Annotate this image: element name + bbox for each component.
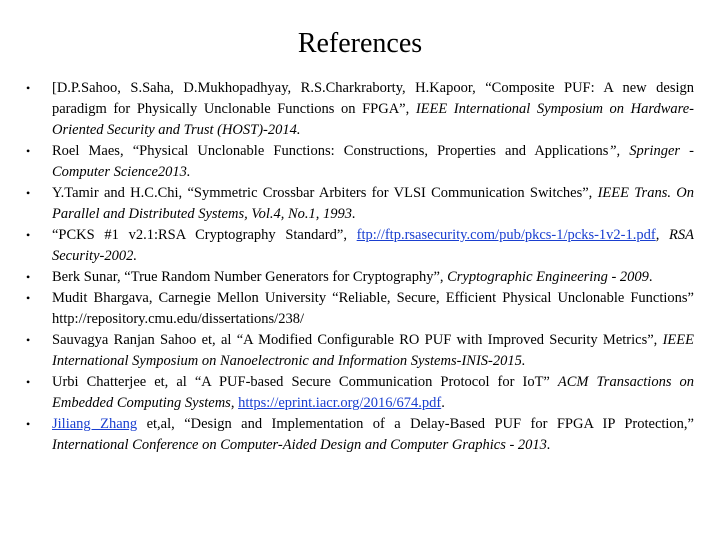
reference-text: “PCKS #1 v2.1:RSA Cryptography Standard”, (52, 227, 357, 243)
reference-venue: Cryptographic Engineering - 2009 (447, 269, 649, 285)
reference-venue: IEEE Trans. On Parallel and Distributed Systems, Vol.4, No.1, 1993 (52, 185, 694, 222)
reference-venue: IEEE International Symposium on Nanoelectronic and Information Systems-INIS-2015 (52, 332, 694, 369)
reference-link[interactable]: ftp://ftp.rsasecurity.com/pub/pkcs-1/pcks-1v2-1.pdf (356, 227, 656, 243)
bullet-icon: • (26, 270, 31, 284)
reference-venue: International Conference on Computer-Aided Design and Computer Graphics - 2013 (52, 437, 547, 453)
reference-text: Berk Sunar, “True Random Number Generators for Cryptography”, (52, 269, 448, 285)
bullet-icon: • (26, 333, 31, 347)
reference-text: Y.Tamir and H.C.Chi, “Symmetric Crossbar Arbiters for VLSI Communication Switches”, (52, 185, 598, 201)
reference-venue: , RSA Security-2002 (52, 227, 695, 264)
bullet-icon: • (26, 291, 31, 305)
reference-tail: . (296, 122, 301, 138)
bullet-icon: • (26, 186, 31, 200)
bullet-icon: • (26, 144, 31, 158)
bullet-icon: • (26, 417, 31, 431)
list-item (26, 141, 694, 183)
page-title: References (297, 28, 423, 59)
list-item (26, 78, 694, 141)
reference-text: Roel Maes, “Physical Unclonable Functions: Constructions, Properties and Applications (52, 143, 609, 159)
reference-tail: . (521, 353, 526, 369)
reference-text: Urbi Chatterjee et, al “A PUF-based Secure Communication Protocol for IoT” (52, 374, 558, 390)
list-item (26, 225, 694, 267)
bullet-icon: • (26, 81, 31, 95)
reference-tail: , (230, 395, 239, 411)
bullet-icon: • (26, 228, 31, 242)
reference-text: Sauvagya Ranjan Sahoo et, al “A Modified Configurable RO PUF with Improved Security Metrics”, (52, 332, 663, 348)
reference-venue: ”, Springer - Computer Science2013 (52, 143, 694, 180)
list-item (26, 372, 694, 414)
reference-tail: . (186, 164, 191, 180)
reference-end: . (441, 395, 445, 411)
list-item (26, 330, 694, 372)
reference-tail: . (133, 248, 137, 264)
reference-venue: IEEE International Symposium on Hardware-Oriented Security and Trust (HOST)-2014 (52, 101, 694, 138)
list-item (26, 288, 694, 330)
reference-text: Mudit Bhargava, Carnegie Mellon University “Reliable, Secure, Efficient Physical Unclonable Functions” http://repository.cmu.edu/dissertations/238/ (52, 290, 694, 327)
bullet-icon: • (26, 375, 31, 389)
reference-tail: . (648, 269, 653, 285)
reference-text: et,al, “Design and Implementation of a Delay-Based PUF for FPGA IP Protection,” (137, 416, 694, 432)
list-item (26, 267, 694, 288)
reference-link[interactable]: https://eprint.iacr.org/2016/674.pdf (238, 395, 442, 411)
reference-tail: . (352, 206, 356, 222)
list-item (26, 414, 694, 456)
list-item (26, 183, 694, 225)
reference-text: [D.P.Sahoo, S.Saha, D.Mukhopadhyay, R.S.Charkraborty, H.Kapoor, “Composite PUF: A new design paradigm for Physically Unclonable Functions on FPGA”, (52, 80, 694, 117)
reference-list (26, 78, 694, 456)
reference-venue: ACM Transactions on Embedded Computing Systems (52, 374, 695, 411)
author-link[interactable]: Jiliang Zhang (52, 416, 138, 432)
reference-tail: . (546, 437, 551, 453)
